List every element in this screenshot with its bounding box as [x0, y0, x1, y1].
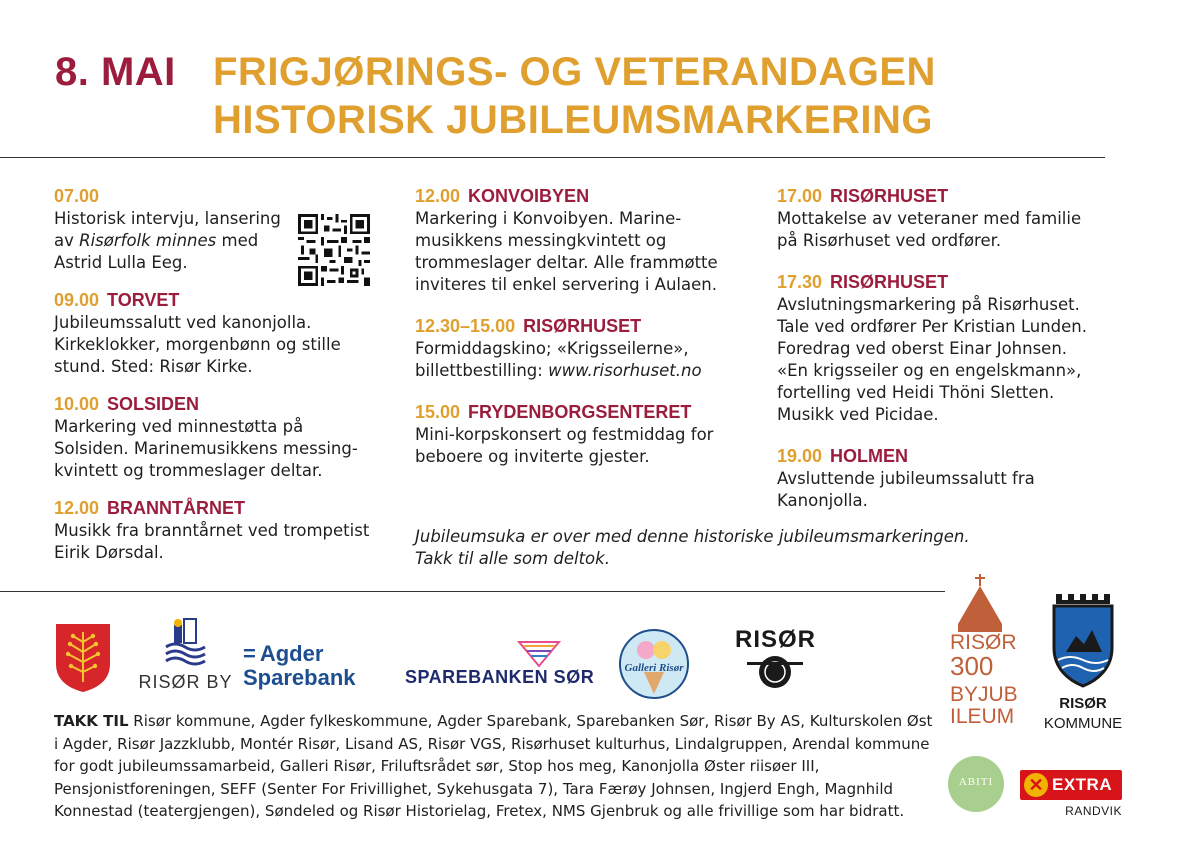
sparebanken-sor-logo — [405, 638, 600, 690]
event-description: Markering ved minnestøtta på Solsiden. Marinemusikkens messing- kvintett og trommeslager deltar. — [54, 417, 358, 480]
sparebanken-sor-label: SPAREBANKEN SØR — [405, 667, 595, 687]
closing-note: Jubileumsuka er over med denne historiske jubileumsmarkeringen. Takk til alle som deltok. — [415, 527, 970, 568]
program-item — [777, 270, 1117, 426]
event-time: 19.00 — [777, 446, 823, 466]
event-description: Musikk fra branntårnet ved trompetist Eirik Dørsdal. — [54, 521, 370, 562]
program-item — [415, 314, 765, 382]
event-time: 12.00 — [415, 186, 461, 206]
event-time: 12.00 — [54, 498, 100, 518]
risor-jazzklubb-logo — [735, 626, 820, 690]
event-description: Avslutningsmarkering på Risørhuset. Tale ved ordfører Per Kristian Lunden. Foredrag ved oberst Einar Johnsen. «En krigsseiler og en engelskmann», fortelling ved Heidi Thöni Sletten. Musikk ved Picidae. — [777, 295, 1087, 424]
event-place: KONVOIBYEN — [468, 186, 590, 206]
event-time: 12.30–15.00 — [415, 316, 516, 336]
event-description: Jubileumssalutt ved kanonjolla. Kirkeklokker, morgenbønn og stille stund. Sted: Risør Kirke. — [54, 313, 341, 376]
page-title: FRIGJØRINGS- OG VETERANDAGEN — [213, 50, 936, 94]
event-description: Mini-korpskonsert og festmiddag for beboere og inviterte gjester. — [415, 425, 714, 466]
kommune-shield-icon — [1040, 590, 1126, 690]
program-item — [777, 444, 1117, 512]
event-description: Avsluttende jubileumssalutt fra Kanonjolla. — [777, 469, 1035, 510]
jazz-icon — [735, 654, 820, 690]
program-item — [415, 184, 765, 296]
program-column-2 — [415, 184, 765, 482]
program-item — [54, 496, 404, 564]
thanks-paragraph — [54, 710, 934, 823]
event-time: 15.00 — [415, 402, 461, 422]
risor-300-logo: RISØR 300 BYJUB ILEUM — [950, 572, 1018, 740]
agder-coat-of-arms-icon — [54, 622, 112, 694]
event-place: BRANNTÅRNET — [107, 498, 246, 518]
event-place: SOLSIDEN — [107, 394, 200, 414]
event-description: Mottakelse av veteraner med familie på Risørhuset ved ordfører. — [777, 209, 1082, 250]
thanks-text: Risør kommune, Agder fylkeskommune, Agder Sparebank, Sparebanken Sør, Risør By AS, Kulturskolen Øst i Agder, Risør Jazzklubb, Montér Risør, Lisand AS, Risør VGS, Risørhuset kulturhus, Lindalgruppen, Arendal kommune for godt jubileumssamarbeid, Galleri Risør, Friluftsrådet sør, Stop hos meg, Kanonjolla Øster riisøer III, Pensjonistforeningen, SEFF (Senter For Frivillighet, Sykehusgata 7), Tara Færøy Johnsen, Ingjerd Engh, Magnhild Konnestad (teatergjengen), Søndeled og Risør Historielag, Fretex, NMS Gjenbruk og alle frivillige som har bidratt. — [54, 712, 933, 820]
jazz-label: RISØR — [735, 626, 817, 653]
extra-x-icon: ✕ — [1024, 773, 1048, 797]
event-place: RISØRHUSET — [523, 316, 642, 336]
extra-label: EXTRA — [1052, 775, 1113, 794]
kommune-label: RISØR KOMMUNE — [1043, 695, 1123, 732]
agder-sparebank-icon: = — [243, 641, 256, 666]
extra-randvik-logo — [1020, 770, 1122, 820]
event-time: 10.00 — [54, 394, 100, 414]
event-description: Formiddagskino; «Krigsseilerne», billettbestilling: www.risorhuset.no — [415, 339, 702, 380]
abiti-logo — [948, 756, 1004, 812]
event-description: Markering i Konvoibyen. Marine- musikkens messingkvintett og trommeslager deltar. Alle frammøtte inviteres til enkel servering i Aulaen. — [415, 209, 718, 294]
extra-store-label: RANDVIK — [1065, 804, 1122, 818]
event-description: Historisk intervju, lansering av Risørfolk minnes med Astrid Lulla Eeg. — [54, 209, 281, 272]
risor-by-logo — [138, 617, 233, 693]
divider — [0, 157, 1105, 158]
thanks-label: TAKK TIL — [54, 712, 129, 730]
program-item — [777, 184, 1117, 252]
svg-text:Galleri Risør: Galleri Risør — [624, 662, 684, 674]
event-time: 17.30 — [777, 272, 823, 292]
program-item — [54, 288, 404, 378]
event-place: RISØRHUSET — [830, 272, 949, 292]
galleri-risor-icon — [618, 628, 690, 700]
church-spire-icon — [950, 572, 1018, 638]
program-column-3 — [777, 184, 1117, 526]
program-item — [415, 400, 765, 468]
ticket-link[interactable]: www.risorhuset.no — [548, 361, 702, 380]
risor-by-icon — [138, 617, 233, 669]
page-subtitle: HISTORISK JUBILEUMSMARKERING — [213, 98, 933, 142]
agder-sparebank-logo: = Agder Sparebank — [243, 641, 356, 690]
event-time: 09.00 — [54, 290, 100, 310]
event-time: 07.00 — [54, 186, 100, 206]
sparebanken-sor-icon — [517, 638, 561, 668]
divider — [0, 591, 945, 592]
qr-code-icon[interactable] — [298, 214, 370, 286]
event-date: 8. MAI — [55, 50, 176, 94]
program-item — [54, 392, 404, 482]
abiti-label: ABITI — [958, 776, 994, 788]
risor-by-label: RISØR BY — [138, 672, 233, 692]
event-place: HOLMEN — [830, 446, 909, 466]
event-place: FRYDENBORGSENTERET — [468, 402, 692, 422]
event-time: 17.00 — [777, 186, 823, 206]
event-place: TORVET — [107, 290, 180, 310]
risor-kommune-logo — [1040, 590, 1126, 738]
event-place: RISØRHUSET — [830, 186, 949, 206]
